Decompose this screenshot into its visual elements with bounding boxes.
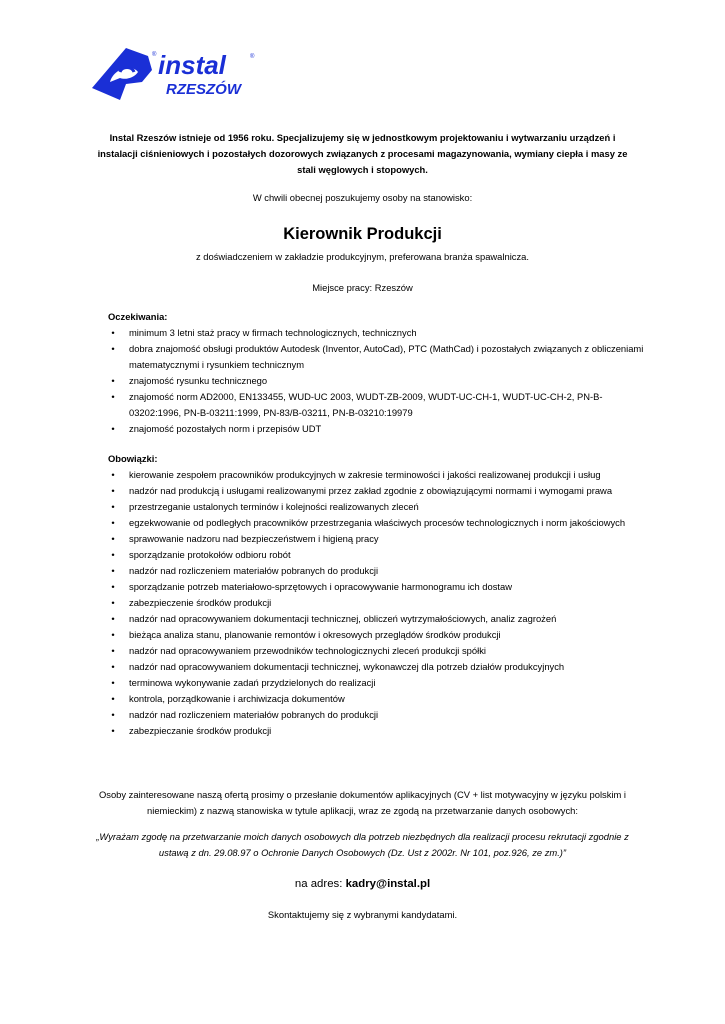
duties-list (108, 467, 648, 739)
list-item: • nadzór nad produkcją i usługami realizowanymi przez zakład zgodnie z obowiązującymi normami i wymogami prawa (108, 483, 648, 499)
job-subtitle: z doświadczeniem w zakładzie produkcyjnym, preferowana branża spawalnicza. (196, 251, 529, 262)
bullet-icon: • (111, 565, 115, 576)
logo-mark-symbol: ® (152, 52, 157, 58)
bullet-icon: • (111, 693, 115, 704)
bullet-icon: • (111, 469, 115, 480)
bullet-icon: • (111, 423, 115, 434)
list-item: • znajomość pozostałych norm i przepisów UDT (108, 421, 648, 437)
address-prefix: na adres: (294, 878, 346, 890)
contact-address (92, 875, 633, 893)
bullet-icon: • (111, 391, 115, 402)
list-item: • nadzór nad rozliczeniem materiałów pobranych do produkcji (108, 563, 648, 579)
list-item: • kontrola, porządkowanie i archiwizacja dokumentów (108, 691, 648, 707)
email-link[interactable]: kadry@instal.pl (345, 878, 431, 890)
list-item: • sprawowanie nadzoru nad bezpieczeństwem i higieną pracy (108, 531, 648, 547)
bullet-icon: • (111, 725, 115, 736)
list-item: • minimum 3 letni staż pracy w firmach technologicznych, technicznych (108, 325, 648, 341)
bullet-icon: • (111, 645, 115, 656)
instal-rzeszow-logo (90, 42, 265, 106)
consent-clause: „Wyrażam zgodę na przetwarzanie moich danych osobowych dla potrzeb niezbędnych dla realizacji procesu rekrutacji zgodnie z ustawą z dn. 29.08.97 o Ochronie Danych Osobowych (Dz. Ust z 2002r. Nr 101, poz.926, ze zm.)” (96, 831, 629, 858)
bullet-icon: • (111, 517, 115, 528)
job-title: Kierownik Produkcji (283, 225, 442, 243)
company-intro: Instal Rzeszów istnieje od 1956 roku. Specjalizujemy się w jednostkowym projektowaniu i wytwarzaniu urządzeń i instalacji ciśnieniowych i pozostałych dozorowych związanych z procesami magazynowania, wymiany ciepła i masy ze stali węglowych i stopowych. (97, 132, 628, 175)
bullet-icon: • (111, 613, 115, 624)
logo-brand-mark: ® (250, 54, 255, 60)
logo-city: RZESZÓW (166, 81, 241, 98)
bullet-icon: • (111, 677, 115, 688)
list-item: • nadzór nad opracowywaniem przewodników technologicznychi zleceń produkcji spółki (108, 643, 648, 659)
list-item: • egzekwowanie od podległych pracowników przestrzegania właściwych procesów technologicznych i norm jakościowych (108, 515, 648, 531)
bullet-icon: • (111, 533, 115, 544)
list-item: • kierowanie zespołem pracowników produkcyjnych w zakresie terminowości i jakości realizowanej produkcji i usług (108, 467, 648, 483)
bullet-icon: • (111, 629, 115, 640)
bullet-icon: • (111, 709, 115, 720)
list-item: • sporządzanie protokołów odbioru robót (108, 547, 648, 563)
list-item: • zabezpieczenie środków produkcji (108, 595, 648, 611)
expectations-heading: Oczekiwania: (108, 311, 168, 322)
bullet-icon: • (111, 661, 115, 672)
list-item: • nadzór nad opracowywaniem dokumentacji technicznej, obliczeń wytrzymałościowych, analiz zagrożeń (108, 611, 648, 627)
apply-instructions: Osoby zainteresowane naszą ofertą prosimy o przesłanie dokumentów aplikacyjnych (CV + list motywacyjny w języku polskim i niemieckim) z nazwą stanowiska w tytule aplikacji, wraz ze zgodą na przetwarzanie danych osobowych: (98, 789, 627, 816)
bullet-icon: • (111, 343, 115, 354)
contact-note: Skontaktujemy się z wybranymi kandydatami. (267, 909, 458, 920)
expectations-list (108, 325, 648, 437)
expectations-section (108, 309, 648, 437)
list-item: • terminowa wykonywanie zadań przydzielonych do realizacji (108, 675, 648, 691)
list-item: • dobra znajomość obsługi produktów Autodesk (Inventor, AutoCad), PTC (MathCad) i pozostałych związanych z obliczeniami matematycznymi i rysunkiem technicznym (108, 341, 648, 373)
bullet-icon: • (111, 375, 115, 386)
bullet-icon: • (111, 485, 115, 496)
bullet-icon: • (111, 327, 115, 338)
list-item: • znajomość norm AD2000, EN133455, WUD-UC 2003, WUDT-ZB-2009, WUDT-UC-CH-1, WUDT-UC-CH-2, PN-B-03202:1996, PN-B-03211:1999, PN-83/B-03211, PN-B-03210:19979 (108, 389, 648, 421)
list-item: • nadzór nad rozliczeniem materiałów pobranych do produkcji (108, 707, 648, 723)
job-location: Miejsce pracy: Rzeszów (312, 282, 413, 293)
duties-section (108, 451, 648, 739)
bullet-icon: • (111, 597, 115, 608)
list-item: • sporządzanie potrzeb materiałowo-sprzętowych i opracowywanie harmonogramu ich dostaw (108, 579, 648, 595)
list-item: • znajomość rysunku technicznego (108, 373, 648, 389)
duties-heading: Obowiązki: (108, 453, 158, 464)
bullet-icon: • (111, 501, 115, 512)
list-item: • przestrzeganie ustalonych terminów i kolejności realizowanych zleceń (108, 499, 648, 515)
list-item: • bieżąca analiza stanu, planowanie remontów i okresowych przeglądów środków produkcji (108, 627, 648, 643)
list-item: • nadzór nad opracowywaniem dokumentacji technicznej, wykonawczej dla potrzeb działów produkcyjnych (108, 659, 648, 675)
bullet-icon: • (111, 581, 115, 592)
logo-brand: instal (158, 50, 226, 80)
bullet-icon: • (111, 549, 115, 560)
seeking-text: W chwili obecnej poszukujemy osoby na stanowisko: (252, 192, 473, 203)
list-item: • zabezpieczanie środków produkcji (108, 723, 648, 739)
